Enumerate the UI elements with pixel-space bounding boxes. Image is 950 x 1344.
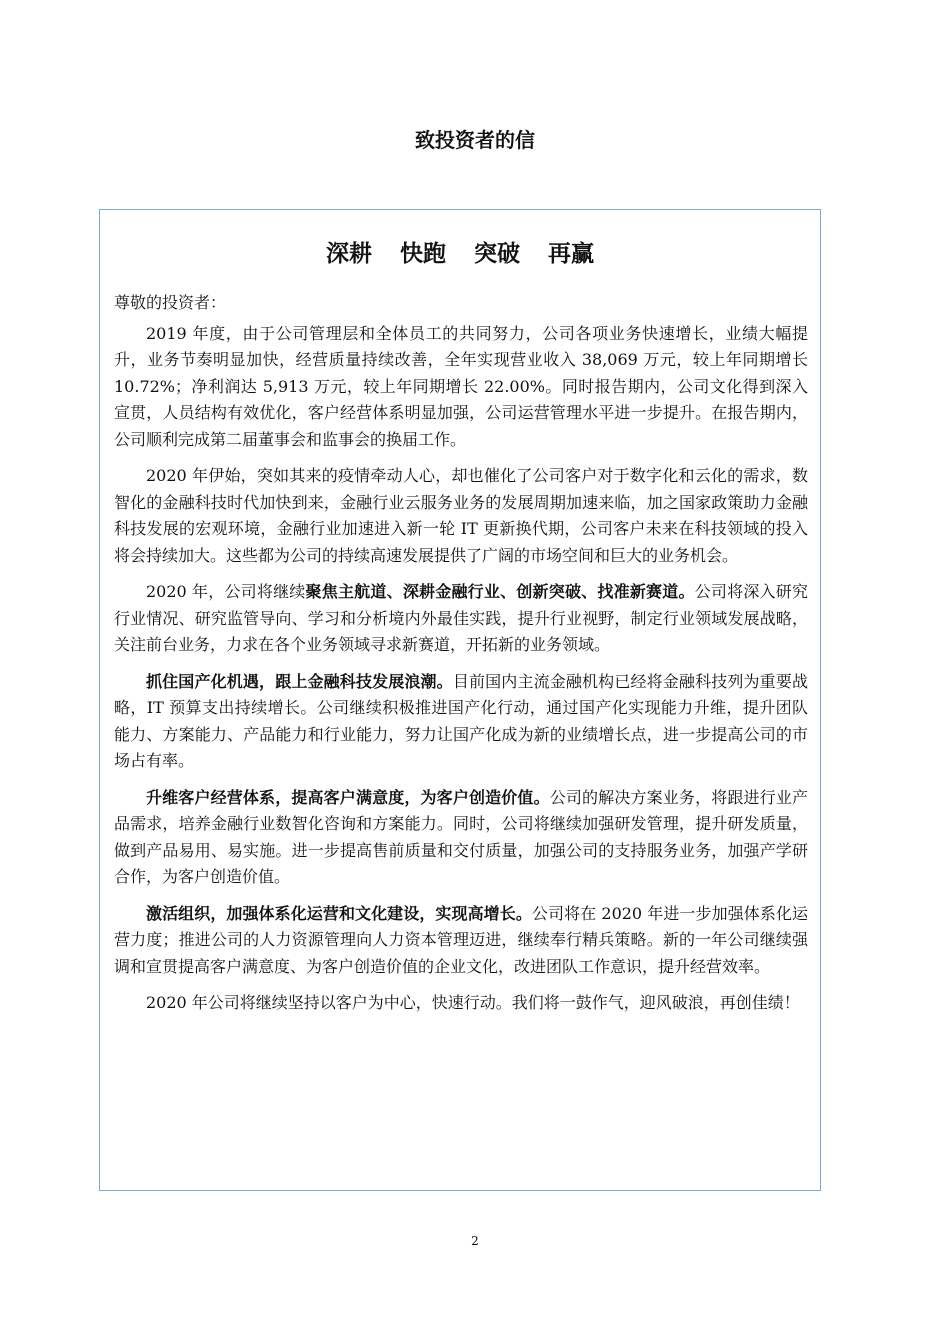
paragraph-customer-system — [114, 785, 808, 891]
letter-box — [99, 209, 821, 1191]
paragraph-text: 公司的解决方案业务，将跟进行业产品需求，培养金融行业数智化咨询和方案能力。同时，公司将继续加强研发管理，提升研发质量，做到产品易用、易实施。进一步提高售前质量和交付质量，加强公司的支持服务业务，加强产学研合作，为客户创造价值。 — [114, 787, 808, 886]
letter-body — [114, 290, 808, 1027]
letter-heading: 深耕 快跑 突破 再赢 — [325, 241, 595, 267]
paragraph-closing — [114, 990, 808, 1017]
paragraph-lead: 2020 年，公司将继续 — [146, 582, 306, 601]
page-title: 致投资者的信 — [415, 128, 535, 152]
paragraph-organization — [114, 901, 808, 981]
paragraph-text: 2019 年度，由于公司管理层和全体员工的共同努力，公司各项业务快速增长，业绩大幅提升，业务节奏明显加快，经营质量持续改善，全年实现营业收入 38,069 万元，较上年同期增长 10.72%；净利润达 5,913 万元，较上年同期增长 22.00%。同时报告期内，公司文化得到深入宣贯，人员结构有效优化，客户经营体系明显加强，公司运营管理水平进一步提升。在报告期内，公司顺利完成第二届董事会和监事会的换届工作。 — [114, 323, 808, 449]
paragraph-text: 公司将在 2020 年进一步加强体系化运营力度；推进公司的人力资源管理向人力资本管理迈进，继续奉行精兵策略。新的一年公司继续强调和宣贯提高客户满意度、为客户创造价值的企业文化，改进团队工作意识，提升经营效率。 — [114, 903, 808, 976]
paragraph-text: 公司将深入研究行业情况、研究监管导向、学习和分析境内外最佳实践，提升行业视野，制定行业领域发展战略，关注前台业务，力求在各个业务领域寻求新赛道，开拓新的业务领域。 — [114, 582, 808, 654]
paragraph-text: 目前国内主流金融机构已经将金融科技列为重要战略，IT 预算支出持续增长。公司继续积极推进国产化行动，通过国产化实现能力升维，提升团队能力、方案能力、产品能力和行业能力，努力让国产化成为新的业绩增长点，进一步提高公司的市场占有率。 — [114, 671, 808, 770]
paragraph-bold-heading: 抓住国产化机遇，跟上金融科技发展浪潮。 — [146, 671, 453, 691]
paragraph-text: 2020 年伊始，突如其来的疫情牵动人心，却也催化了公司客户对于数字化和云化的需求，数智化的金融科技时代加快到来，金融行业云服务业务的发展周期加速来临，加之国家政策助力金融科技发展的宏观环境，金融行业加速进入新一轮 IT 更新换代期，公司客户未来在科技领域的投入将会持续加大。这些都为公司的持续高速发展提供了广阔的市场空间和巨大的业务机会。 — [114, 466, 808, 565]
paragraph-focus-main-channel — [114, 579, 808, 659]
page-number: 2 — [471, 1234, 479, 1248]
paragraph-annual-results — [114, 321, 808, 454]
letter-greeting: 尊敬的投资者： — [114, 293, 227, 312]
paragraph-localization — [114, 669, 808, 775]
paragraph-2020-outlook — [114, 463, 808, 569]
paragraph-bold-heading: 聚焦主航道、深耕金融行业、创新突破、找准新赛道。 — [305, 582, 695, 601]
paragraph-text: 2020 年公司将继续坚持以客户为中心，快速行动。我们将一鼓作气，迎风破浪，再创佳绩！ — [146, 993, 800, 1012]
paragraph-bold-heading: 升维客户经营体系，提高客户满意度，为客户创造价值。 — [146, 787, 550, 807]
paragraph-bold-heading: 激活组织，加强体系化运营和文化建设，实现高增长。 — [146, 903, 532, 923]
